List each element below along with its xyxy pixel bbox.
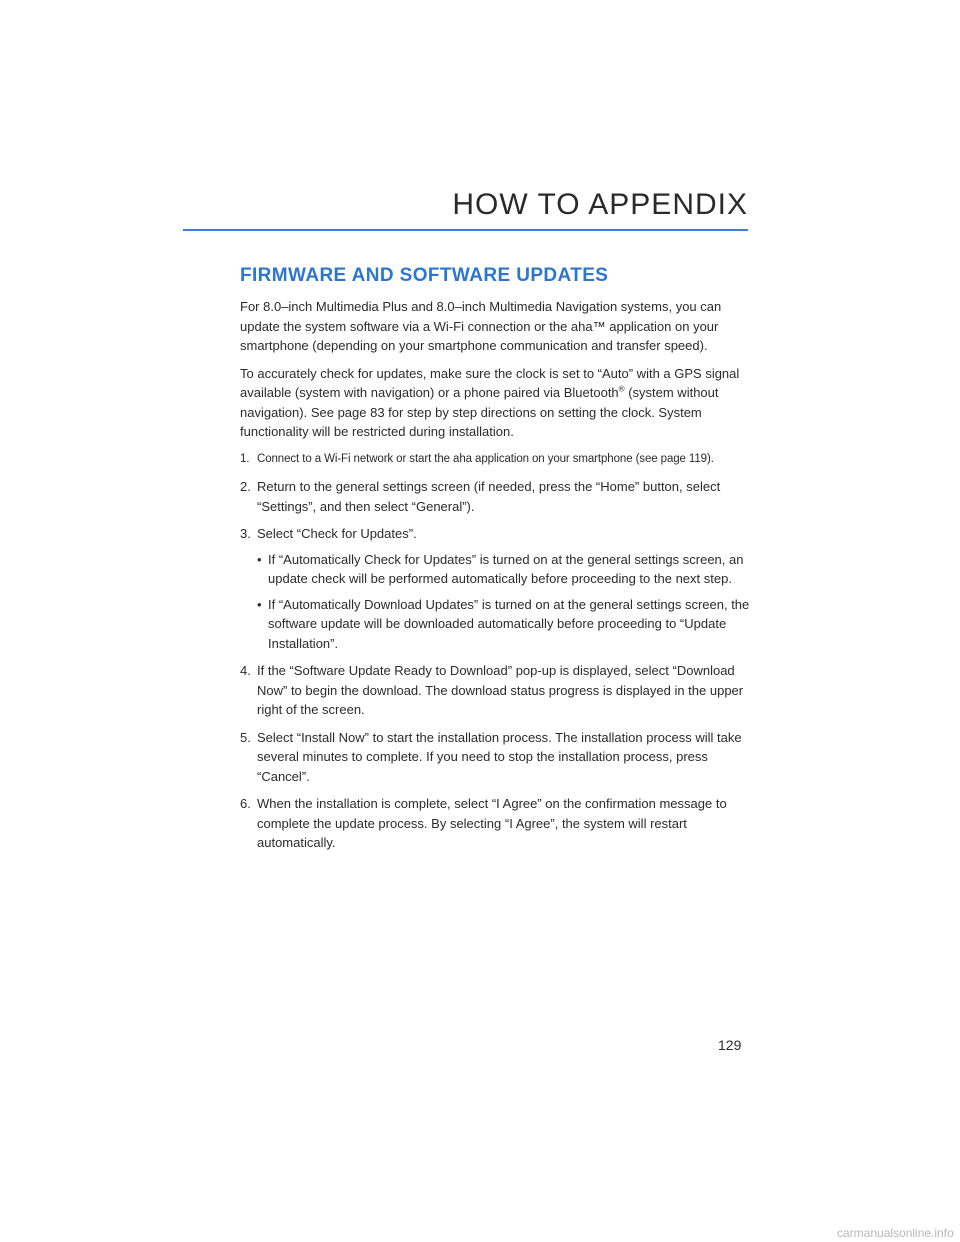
- step-number: 4.: [240, 663, 251, 678]
- steps-list: [240, 450, 750, 853]
- section-header-title: HOW TO APPENDIX: [452, 188, 748, 221]
- page-number: 129: [718, 1037, 742, 1053]
- step-text: Select “Install Now” to start the installation process. The installation process will take several minutes to complete. If you need to stop the installation process, press “Cancel”.: [257, 729, 742, 784]
- bullet-text: If “Automatically Download Updates” is turned on at the general settings screen, the software update will be downloaded automatically before proceeding to “Update Installation”.: [268, 596, 750, 651]
- step-number: 6.: [240, 796, 251, 811]
- step-number: 1.: [240, 452, 250, 465]
- list-item: [240, 661, 750, 720]
- clock-paragraph-text: To accurately check for updates, make sure the clock is set to “Auto” with a GPS signal available (system with navigation) or a phone paired via Bluetooth: [240, 365, 740, 400]
- step-text: Return to the general settings screen (if needed, press the “Home” button, select “Settings”, and then select “General”).: [257, 479, 721, 514]
- step-text: If the “Software Update Ready to Download” pop-up is displayed, select “Download Now” to begin the download. The download status progress is displayed in the upper right of the screen.: [257, 663, 744, 717]
- clock-paragraph-text-end: (system without navigation). See page 83 for step by step directions on setting the clock. System functionality will be restricted during installation.: [240, 385, 719, 439]
- step-number: 3.: [240, 526, 251, 541]
- list-item: [240, 728, 750, 787]
- step-number: 2.: [240, 479, 251, 494]
- list-item: [240, 477, 750, 516]
- step-number: 5.: [240, 729, 251, 745]
- bullet-item: [257, 595, 750, 654]
- page-content: [240, 265, 750, 861]
- bullet-text: If “Automatically Check for Updates” is turned on at the general settings screen, an update check will be performed automatically before proceeding to the next step.: [268, 551, 744, 586]
- clock-paragraph: [240, 364, 750, 442]
- sub-bullet-list: [257, 550, 750, 654]
- step-text: Connect to a Wi-Fi network or start the aha application on your smartphone (see page 119).: [257, 452, 714, 465]
- bullet-mark: •: [257, 551, 262, 567]
- watermark-text: carmanualsonline.info: [837, 1226, 954, 1240]
- section-title: FIRMWARE AND SOFTWARE UPDATES: [240, 265, 609, 286]
- list-item: [240, 450, 750, 470]
- intro-paragraph: For 8.0–inch Multimedia Plus and 8.0–inch Multimedia Navigation systems, you can update the system software via a Wi-Fi connection or the aha™ application on your smartphone (depending on your smartphone communication and transfer speed).: [240, 299, 722, 353]
- list-item: [240, 524, 750, 653]
- bullet-mark: •: [257, 596, 262, 612]
- header-divider: [183, 229, 748, 231]
- step-text: When the installation is complete, select “I Agree” on the confirmation message to complete the update process. By selecting “I Agree”, the system will restart automatically.: [257, 796, 727, 850]
- bullet-item: [257, 550, 750, 589]
- step-text: Select “Check for Updates”.: [257, 526, 417, 541]
- registered-mark: ®: [618, 384, 625, 394]
- list-item: [240, 794, 750, 853]
